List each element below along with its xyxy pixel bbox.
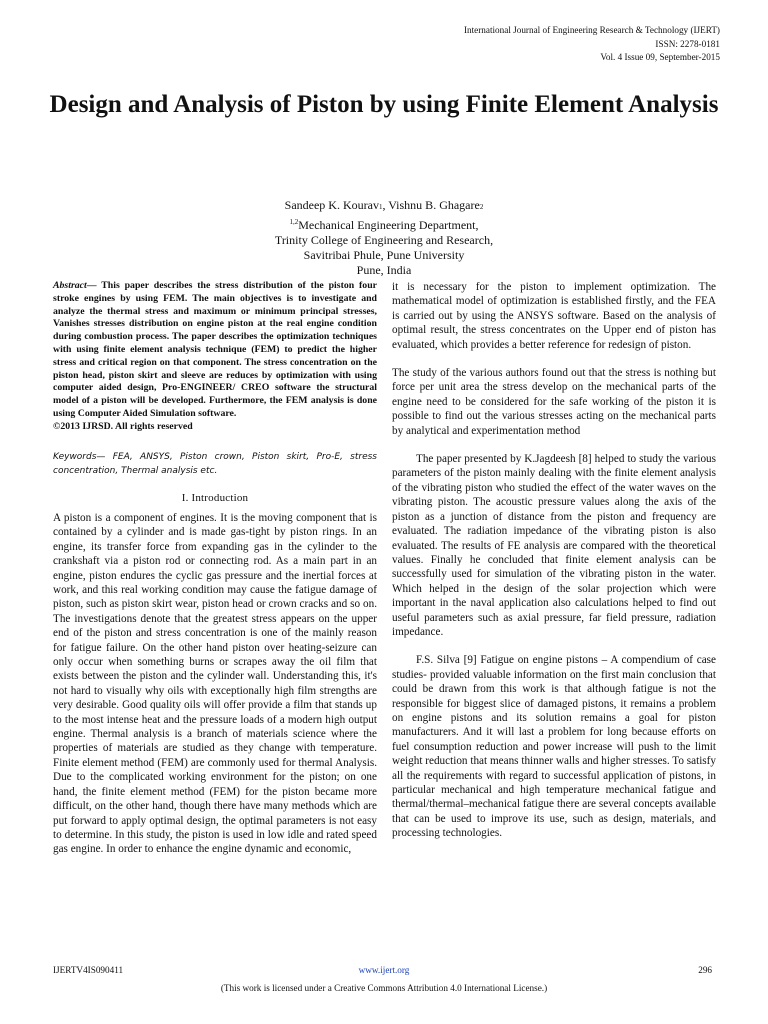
abstract-label: Abstract xyxy=(53,280,87,291)
affiliation-college: Trinity College of Engineering and Research, xyxy=(274,233,494,247)
license-notice: (This work is licensed under a Creative Commons Attribution 4.0 International License.) xyxy=(220,983,548,993)
right-paragraph-2: The study of the various authors found out that the stress is nothing but force per unit area the stress develop on the mechanical parts of the engine need to be considered for the safe working of the piston it is possible to find out the various stresses acting on the mechanical parts by analytical and experimentation method xyxy=(392,367,716,437)
section-heading-introduction: I. Introduction xyxy=(181,491,249,504)
journal-issn: ISSN: 2278-0181 xyxy=(655,38,720,49)
author-1: Sandeep K. Kourav xyxy=(284,198,379,212)
right-column xyxy=(392,280,716,841)
right-paragraph-4: F.S. Silva [9] Fatigue on engine pistons – A compendium of case studies- provided valuable information on the first main conclusion that could be drawn from this work is that although fatigue is not the responsible for biggest slice of damaged pistons, it remains a problem on engine pistons and its solution remains a goal for piston manufacturers. And it will last a problem for long because efforts on fuel consumption reduction and power increase will push to the limit weight reduction that means thinner walls and higher stresses. To satisfy all the requirements with regard to successful application of pistons, in particular mechanical and high temperature mechanical fatigue and thermal/thermal–mechanical fatigue there are several concepts available that can be used to improve its use, such as design, materials, and processing technologies. xyxy=(392,654,716,840)
left-column xyxy=(53,280,377,857)
author-names xyxy=(40,198,728,215)
affiliation-city: Pune, India xyxy=(356,263,412,277)
author-2: , Vishnu B. Ghagare xyxy=(382,198,480,212)
right-paragraph-3: The paper presented by K.Jagdeesh [8] helped to study the various parameters of the piston mainly dealing with the finite element analysis of the vibrating piston who studied the effect of the water waves on the vibrating piston. The acoustic pressure values along the axis of the piston as a junction of distance from the piston and frequency are evaluated. The radiation impedance of the vibrating piston is also evaluated. The results of FE analysis are compared with the theoretical values. Finally he concluded that finite element analysis can be successfully used for simulation of the vibrating piston in the water. Which helped in the design of the solar projection which were important in the naval application also calculations helped to find out useful parameters such as axial pressure, far field pressure, radiation impedance. xyxy=(392,453,716,638)
affiliation-dept-text: Mechanical Engineering Department, xyxy=(298,218,479,232)
right-paragraph-1: it is necessary for the piston to implement optimization. The mathematical model of optimization is established firstly, and the FEA is carried out by using the ANSYS software. Based on the analysis of optimal result, the stress concentrates on the Upper end of piston has evaluated, which provides a better reference for redesign of piston. xyxy=(392,281,716,351)
copyright-line: ©2013 IJRSD. All rights reserved xyxy=(53,420,193,432)
paper-id: IJERTV4IS090411 xyxy=(53,965,124,975)
author-2-marker: 2 xyxy=(479,203,484,211)
author-1-marker: 1 xyxy=(378,203,383,211)
affiliation-marker: 1,2 xyxy=(289,218,299,226)
journal-volume: Vol. 4 Issue 09, September-2015 xyxy=(600,52,720,62)
journal-name: International Journal of Engineering Research & Technology (IJERT) xyxy=(463,25,720,35)
journal-header xyxy=(464,24,720,65)
abstract-dash: — xyxy=(86,280,102,291)
paper-title: Design and Analysis of Piston by using Finite Element Analysis xyxy=(49,91,719,118)
author-block xyxy=(40,198,728,278)
website-link[interactable]: www.ijert.org xyxy=(358,965,410,975)
abstract-text: This paper describes the stress distribution of the piston four stroke engines by using FEM. The main objectives is to investigate and analyze the thermal stress and maximum or minimum principal stresses, Vanishes stresses distribution on engine piston at the real engine condition during combustion process. The paper describes the optimization techniques with using finite element analysis technique (FEM) to predict the higher stress and critical region on that component. The stress concentration on the piston head, piston skirt and sleeve are reduces by optimization with using computer aided design, Pro-ENGINEER/ CREO software the structural model of a piston will be developed. Furthermore, the FEM analysis is done using Computer Aided Simulation software. xyxy=(53,280,377,419)
affiliation-university: Savitribai Phule, Pune University xyxy=(303,248,465,262)
intro-paragraph: A piston is a component of engines. It is the moving component that is contained by a cylinder and is made gas-tight by piston rings. In an engine, its transfer force from expanding gas in the cylinder to the crankshaft via a piston rod or connecting rod. As a main part in an engine, piston endures the cyclic gas pressure and the inertial forces at work, and this real working condition may cause the fatigue damage of piston, such as piston skirt wear, piston head or crown cracks and so on. The investigations denote that the greatest stress appears on the upper end of the piston and stress concentration is one of the mainly reason for fatigue failure. On the other hand piston over heating-seizure can only occur when something burns or scrapes away the oil film that exists between the piston and the cylinder wall. Understanding this, it's not hard to visually why oils with exceptionally high film strengths are very desirable. Good quality oils will offer provide a film that stands up to the most intense heat and the pressure loads of a modern high output engine. Thermal analysis is a branch of materials science where the properties of materials are studied as they change with temperature. Finite element method (FEM) are commonly used for thermal Analysis. Due to the complicated working environment for the piston; on one hand, the finite element method (FEM) for the piston became more difficult, on the other hand, though there have many methods which are put forward to apply optimal design, the optimal parameters is not easy to determine. In this study, the piston is used in low idle and rated speed gas engine. In order to enhance the engine dynamic and economic, xyxy=(53,511,377,856)
abstract xyxy=(53,280,377,421)
affiliation-dept xyxy=(40,215,728,233)
page-number: 296 xyxy=(698,965,712,975)
keywords: Keywords— FEA, ANSYS, Piston crown, Piston skirt, Pro-E, stress concentration, Thermal analysis etc. xyxy=(53,451,377,476)
